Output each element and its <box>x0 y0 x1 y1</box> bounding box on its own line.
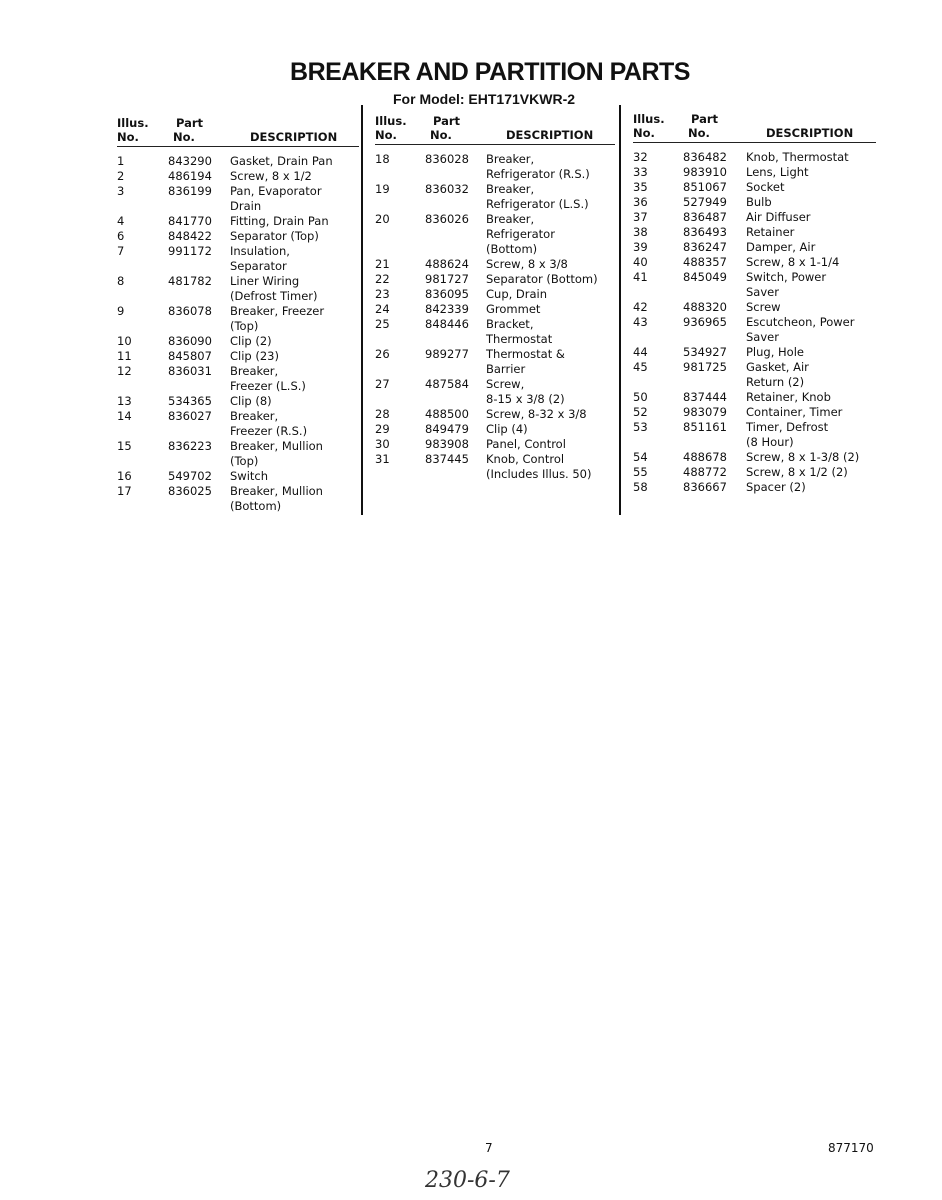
part-number: 527949 <box>683 195 727 209</box>
illus-number: 15 <box>117 439 132 453</box>
parts-row <box>633 255 876 270</box>
part-number: 842339 <box>425 302 469 316</box>
illus-number: 19 <box>375 182 390 196</box>
parts-column-1 <box>117 112 359 514</box>
illus-number: 42 <box>633 300 648 314</box>
illus-number: 10 <box>117 334 132 348</box>
illus-number: 17 <box>117 484 132 498</box>
part-number: 845049 <box>683 270 727 284</box>
parts-row <box>375 302 615 317</box>
part-number: 534365 <box>168 394 212 408</box>
part-description: Retainer, Knob <box>746 390 831 404</box>
parts-row <box>633 315 876 345</box>
document-number: 877170 <box>828 1141 874 1155</box>
part-description: Retainer <box>746 225 795 239</box>
header-part: Part <box>691 112 719 126</box>
column-header <box>375 110 615 145</box>
parts-row <box>375 317 615 347</box>
model-subtitle: For Model: EHT171VKWR-2 <box>393 91 576 107</box>
part-description: Screw, 8 x 1-1/4 <box>746 255 840 269</box>
part-number: 488624 <box>425 257 469 271</box>
illus-number: 32 <box>633 150 648 164</box>
illus-number: 11 <box>117 349 132 363</box>
part-description: Clip (2) <box>230 334 272 348</box>
header-part-no: No. <box>430 128 452 142</box>
part-number: 851161 <box>683 420 727 434</box>
part-description: Container, Timer <box>746 405 843 419</box>
part-description: Saver <box>746 330 779 344</box>
illus-number: 33 <box>633 165 648 179</box>
part-description: Breaker, Mullion <box>230 439 323 453</box>
part-description: Screw, 8 x 1-3/8 (2) <box>746 450 860 464</box>
part-number: 981725 <box>683 360 727 374</box>
part-description: Separator <box>230 259 287 273</box>
part-description: Breaker, <box>230 364 279 378</box>
part-description: Freezer (R.S.) <box>230 424 308 438</box>
part-description: Refrigerator (R.S.) <box>486 167 590 181</box>
part-description: Clip (4) <box>486 422 528 436</box>
parts-row <box>633 270 876 300</box>
illus-number: 38 <box>633 225 648 239</box>
parts-row <box>117 394 359 409</box>
part-description: Return (2) <box>746 375 805 389</box>
part-description: Freezer (L.S.) <box>230 379 306 393</box>
parts-row <box>117 244 359 274</box>
part-description: (Includes Illus. 50) <box>486 467 592 481</box>
part-description: Separator (Top) <box>230 229 319 243</box>
parts-row <box>117 214 359 229</box>
part-number: 836199 <box>168 184 212 198</box>
illus-number: 45 <box>633 360 648 374</box>
parts-row <box>375 272 615 287</box>
parts-row <box>633 465 876 480</box>
part-description: Gasket, Drain Pan <box>230 154 333 168</box>
part-number: 534927 <box>683 345 727 359</box>
part-number: 488678 <box>683 450 727 464</box>
illus-number: 50 <box>633 390 648 404</box>
illus-number: 58 <box>633 480 648 494</box>
part-description: Screw, 8-32 x 3/8 <box>486 407 587 421</box>
illus-number: 2 <box>117 169 125 183</box>
part-number: 836095 <box>425 287 469 301</box>
part-description: Screw <box>746 300 781 314</box>
header-part-no: No. <box>688 126 710 140</box>
part-number: 851067 <box>683 180 727 194</box>
part-number: 845807 <box>168 349 212 363</box>
illus-number: 1 <box>117 154 125 168</box>
illus-number: 37 <box>633 210 648 224</box>
part-number: 983079 <box>683 405 727 419</box>
part-number: 836487 <box>683 210 727 224</box>
header-part: Part <box>176 116 204 130</box>
header-description: DESCRIPTION <box>506 128 594 142</box>
part-description: Screw, 8 x 1/2 (2) <box>746 465 848 479</box>
part-description: Breaker, Mullion <box>230 484 323 498</box>
illus-number: 3 <box>117 184 125 198</box>
part-number: 836223 <box>168 439 212 453</box>
illus-number: 35 <box>633 180 648 194</box>
part-description: Grommet <box>486 302 541 316</box>
header-illus-no: No. <box>117 130 139 144</box>
illus-number: 18 <box>375 152 390 166</box>
parts-row <box>117 304 359 334</box>
header-description: DESCRIPTION <box>766 126 854 140</box>
part-description: Breaker, Freezer <box>230 304 325 318</box>
parts-row <box>375 182 615 212</box>
illus-number: 53 <box>633 420 648 434</box>
parts-row <box>117 334 359 349</box>
part-number: 843290 <box>168 154 212 168</box>
part-number: 849479 <box>425 422 469 436</box>
part-description: Knob, Thermostat <box>746 150 849 164</box>
part-number: 836032 <box>425 182 469 196</box>
column-header <box>117 112 359 147</box>
illus-number: 8 <box>117 274 125 288</box>
illus-number: 13 <box>117 394 132 408</box>
illus-number: 27 <box>375 377 390 391</box>
parts-row <box>375 407 615 422</box>
part-description: Screw, 8 x 1/2 <box>230 169 312 183</box>
part-description: Plug, Hole <box>746 345 804 359</box>
parts-row <box>633 165 876 180</box>
part-number: 848446 <box>425 317 469 331</box>
parts-row <box>117 349 359 364</box>
part-description: Saver <box>746 285 779 299</box>
parts-column-3 <box>633 108 876 495</box>
illus-number: 28 <box>375 407 390 421</box>
illus-number: 43 <box>633 315 648 329</box>
part-description: Thermostat & <box>486 347 565 361</box>
part-number: 841770 <box>168 214 212 228</box>
parts-row <box>633 225 876 240</box>
part-number: 991172 <box>168 244 212 258</box>
part-number: 488320 <box>683 300 727 314</box>
illus-number: 20 <box>375 212 390 226</box>
parts-row <box>117 364 359 394</box>
part-description: (Defrost Timer) <box>230 289 318 303</box>
part-description: Gasket, Air <box>746 360 809 374</box>
illus-number: 26 <box>375 347 390 361</box>
parts-row <box>375 257 615 272</box>
part-description: (Top) <box>230 454 259 468</box>
part-description: Separator (Bottom) <box>486 272 598 286</box>
part-description: Bulb <box>746 195 772 209</box>
parts-row <box>375 437 615 452</box>
parts-row <box>633 420 876 450</box>
illus-number: 4 <box>117 214 125 228</box>
illus-number: 41 <box>633 270 648 284</box>
parts-row <box>633 390 876 405</box>
part-number: 848422 <box>168 229 212 243</box>
part-description: Clip (23) <box>230 349 279 363</box>
illus-number: 30 <box>375 437 390 451</box>
part-description: Damper, Air <box>746 240 816 254</box>
illus-number: 14 <box>117 409 132 423</box>
part-number: 936965 <box>683 315 727 329</box>
part-number: 486194 <box>168 169 212 183</box>
part-number: 488357 <box>683 255 727 269</box>
part-description: Breaker, <box>486 182 535 196</box>
part-number: 549702 <box>168 469 212 483</box>
part-number: 488772 <box>683 465 727 479</box>
page-number: 7 <box>485 1141 493 1155</box>
parts-row <box>117 229 359 244</box>
part-description: Breaker, <box>230 409 279 423</box>
illus-number: 40 <box>633 255 648 269</box>
part-number: 983910 <box>683 165 727 179</box>
parts-row <box>633 300 876 315</box>
part-number: 488500 <box>425 407 469 421</box>
part-number: 836493 <box>683 225 727 239</box>
illus-number: 16 <box>117 469 132 483</box>
parts-row <box>117 409 359 439</box>
part-description: Screw, 8 x 3/8 <box>486 257 568 271</box>
part-description: Knob, Control <box>486 452 565 466</box>
header-part-no: No. <box>173 130 195 144</box>
parts-row <box>375 377 615 407</box>
header-description: DESCRIPTION <box>250 130 338 144</box>
part-description: (8 Hour) <box>746 435 794 449</box>
part-description: Breaker, <box>486 152 535 166</box>
illus-number: 39 <box>633 240 648 254</box>
part-description: Switch <box>230 469 269 483</box>
column-header <box>633 108 876 143</box>
part-description: Thermostat <box>486 332 553 346</box>
part-description: Air Diffuser <box>746 210 811 224</box>
parts-row <box>117 169 359 184</box>
part-number: 981727 <box>425 272 469 286</box>
illus-number: 7 <box>117 244 125 258</box>
part-description: Panel, Control <box>486 437 566 451</box>
illus-number: 22 <box>375 272 390 286</box>
parts-column-2 <box>375 110 615 482</box>
part-description: Clip (8) <box>230 394 272 408</box>
part-description: Cup, Drain <box>486 287 548 301</box>
part-number: 836247 <box>683 240 727 254</box>
illus-number: 29 <box>375 422 390 436</box>
parts-row <box>375 287 615 302</box>
parts-row <box>633 480 876 495</box>
part-description: Lens, Light <box>746 165 809 179</box>
illus-number: 31 <box>375 452 390 466</box>
illus-number: 12 <box>117 364 132 378</box>
parts-row <box>375 152 615 182</box>
part-number: 836667 <box>683 480 727 494</box>
part-number: 481782 <box>168 274 212 288</box>
part-number: 989277 <box>425 347 469 361</box>
parts-row <box>633 240 876 255</box>
parts-row <box>117 484 359 514</box>
part-number: 836026 <box>425 212 469 226</box>
parts-row <box>117 184 359 214</box>
part-description: Timer, Defrost <box>746 420 829 434</box>
parts-row <box>375 212 615 257</box>
part-number: 836482 <box>683 150 727 164</box>
part-description: Insulation, <box>230 244 290 258</box>
part-number: 983908 <box>425 437 469 451</box>
handwritten-note: 230-6-7 <box>425 1168 510 1193</box>
parts-row <box>117 274 359 304</box>
part-description: (Bottom) <box>486 242 538 256</box>
illus-number: 24 <box>375 302 390 316</box>
illus-number: 21 <box>375 257 390 271</box>
parts-row <box>633 210 876 225</box>
part-number: 836031 <box>168 364 212 378</box>
parts-row <box>375 452 615 482</box>
header-illus-no: No. <box>375 128 397 142</box>
header-illus: Illus. <box>375 114 407 128</box>
part-description: Refrigerator (L.S.) <box>486 197 589 211</box>
illus-number: 44 <box>633 345 648 359</box>
illus-number: 23 <box>375 287 390 301</box>
part-number: 837445 <box>425 452 469 466</box>
parts-row <box>633 450 876 465</box>
part-description: Pan, Evaporator <box>230 184 322 198</box>
part-description: Socket <box>746 180 785 194</box>
part-description: Escutcheon, Power <box>746 315 855 329</box>
page-title: BREAKER AND PARTITION PARTS <box>290 58 690 86</box>
part-description: Bracket, <box>486 317 534 331</box>
illus-number: 6 <box>117 229 125 243</box>
parts-row <box>633 150 876 165</box>
illus-number: 9 <box>117 304 125 318</box>
part-number: 836027 <box>168 409 212 423</box>
part-number: 836078 <box>168 304 212 318</box>
part-description: Refrigerator <box>486 227 555 241</box>
part-description: (Bottom) <box>230 499 282 513</box>
parts-row <box>633 180 876 195</box>
part-description: 8-15 x 3/8 (2) <box>486 392 565 406</box>
part-description: Switch, Power <box>746 270 827 284</box>
header-illus: Illus. <box>633 112 665 126</box>
part-description: Drain <box>230 199 262 213</box>
parts-row <box>117 439 359 469</box>
column-divider <box>361 105 363 515</box>
parts-row <box>633 195 876 210</box>
illus-number: 54 <box>633 450 648 464</box>
parts-row <box>633 360 876 390</box>
illus-number: 25 <box>375 317 390 331</box>
part-number: 836025 <box>168 484 212 498</box>
header-illus-no: No. <box>633 126 655 140</box>
part-number: 836028 <box>425 152 469 166</box>
part-description: Fitting, Drain Pan <box>230 214 329 228</box>
part-description: Barrier <box>486 362 526 376</box>
part-number: 836090 <box>168 334 212 348</box>
parts-row <box>375 347 615 377</box>
illus-number: 52 <box>633 405 648 419</box>
parts-row <box>117 154 359 169</box>
illus-number: 55 <box>633 465 648 479</box>
part-number: 837444 <box>683 390 727 404</box>
part-description: Liner Wiring <box>230 274 300 288</box>
illus-number: 36 <box>633 195 648 209</box>
parts-row <box>375 422 615 437</box>
parts-row <box>633 405 876 420</box>
part-description: (Top) <box>230 319 259 333</box>
part-description: Breaker, <box>486 212 535 226</box>
header-illus: Illus. <box>117 116 149 130</box>
column-divider <box>619 105 621 515</box>
part-description: Spacer (2) <box>746 480 806 494</box>
parts-row <box>117 469 359 484</box>
part-description: Screw, <box>486 377 525 391</box>
header-part: Part <box>433 114 461 128</box>
parts-row <box>633 345 876 360</box>
part-number: 487584 <box>425 377 469 391</box>
